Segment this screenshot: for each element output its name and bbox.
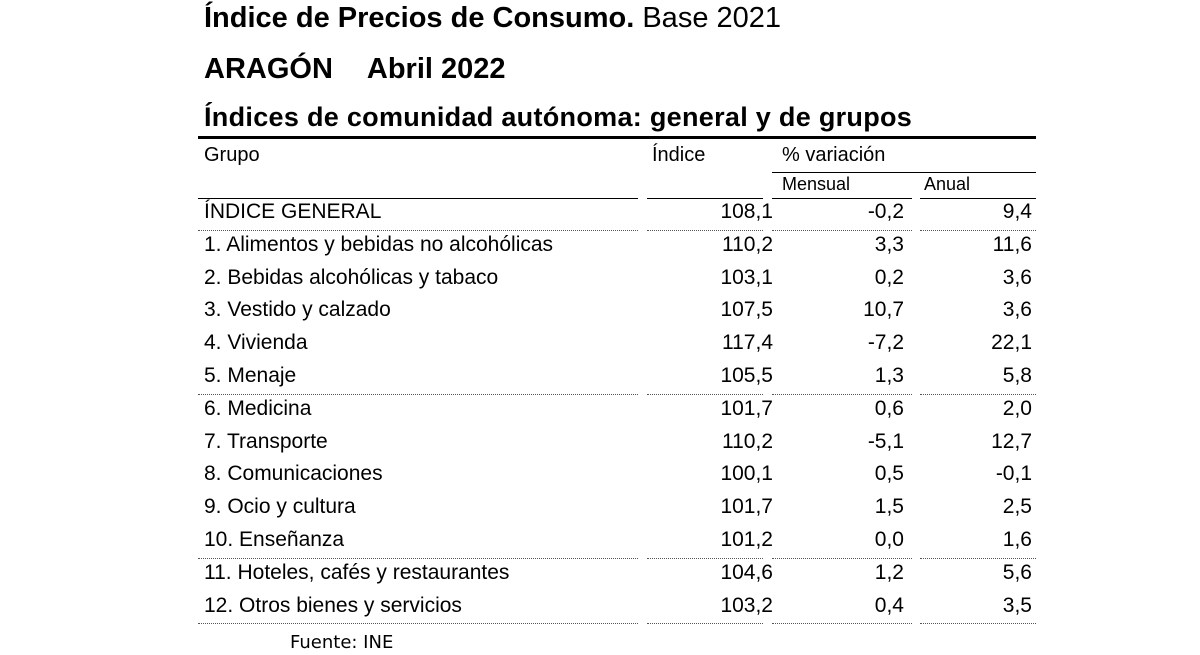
group-name: 8. Comunicaciones <box>204 462 383 486</box>
index-value: 107,5 <box>720 298 773 322</box>
header-annual: Anual <box>924 174 971 194</box>
group-name: ÍNDICE GENERAL <box>204 200 382 223</box>
annual-variation: 22,1 <box>991 331 1032 355</box>
group-name: 1. Alimentos y bebidas no alcohólicas <box>204 232 554 256</box>
group-name: 6. Medicina <box>204 396 312 420</box>
group-name: 3. Vestido y calzado <box>204 298 391 322</box>
annual-variation: 3,5 <box>1002 593 1032 617</box>
monthly-variation: 0,4 <box>874 593 904 617</box>
table-row <box>0 393 1200 425</box>
monthly-variation: 0,0 <box>874 528 904 551</box>
table-row <box>0 262 1200 294</box>
group-name: 9. Ocio y cultura <box>204 495 356 519</box>
monthly-variation: 1,5 <box>874 495 904 519</box>
row-separator <box>647 623 763 624</box>
index-value: 117,4 <box>722 331 773 355</box>
index-value: 103,2 <box>720 593 773 617</box>
annual-variation: 5,8 <box>1002 364 1032 387</box>
index-value: 110,2 <box>722 429 773 453</box>
group-name: 5. Menaje <box>204 364 297 387</box>
index-value: 101,7 <box>720 396 773 420</box>
table-row <box>0 491 1200 523</box>
monthly-variation: -0,2 <box>867 200 904 223</box>
index-value: 110,2 <box>722 232 773 256</box>
monthly-variation: 10,7 <box>863 298 904 322</box>
table-row <box>0 360 1200 392</box>
row-separator <box>198 623 638 624</box>
monthly-variation: 0,2 <box>874 265 904 289</box>
table-row-general <box>0 196 1200 228</box>
header-index: Índice <box>652 144 706 166</box>
index-value: 103,1 <box>720 265 773 289</box>
annual-variation: 12,7 <box>991 429 1032 453</box>
title-main: Índice de Precios de Consumo. <box>204 2 635 34</box>
table-row <box>0 426 1200 458</box>
annual-variation: 3,6 <box>1002 265 1032 289</box>
monthly-variation: 1,3 <box>874 364 904 387</box>
monthly-variation: -7,2 <box>867 331 904 355</box>
monthly-variation: -5,1 <box>867 429 904 453</box>
annual-variation: 2,0 <box>1002 396 1032 420</box>
monthly-variation: 1,2 <box>874 560 904 584</box>
header-variation: % variación <box>782 144 886 166</box>
annual-variation: -0,1 <box>995 462 1032 486</box>
index-value: 101,2 <box>720 528 773 551</box>
header-group: Grupo <box>204 144 260 166</box>
index-value: 104,6 <box>720 560 773 584</box>
table-row <box>0 229 1200 261</box>
region-label: ARAGÓN <box>204 53 333 85</box>
index-value: 100,1 <box>720 462 773 486</box>
row-separator <box>772 623 912 624</box>
source-note: Fuente: INE <box>290 632 394 653</box>
table-subtitle: Índices de comunidad autónoma: general y de grupos <box>204 102 913 132</box>
region-period <box>204 53 506 86</box>
annual-variation: 11,6 <box>992 232 1032 256</box>
group-name: 11. Hoteles, cafés y restaurantes <box>204 560 510 584</box>
group-name: 10. Enseñanza <box>204 528 345 551</box>
table-row <box>0 557 1200 589</box>
monthly-variation: 0,6 <box>874 396 904 420</box>
monthly-variation: 0,5 <box>874 462 904 486</box>
annual-variation: 5,6 <box>1002 560 1032 584</box>
table-row <box>0 590 1200 622</box>
index-value: 105,5 <box>720 364 773 387</box>
group-name: 12. Otros bienes y servicios <box>204 593 462 617</box>
title-base: Base 2021 <box>642 2 782 34</box>
annual-variation: 3,6 <box>1002 298 1032 322</box>
monthly-variation: 3,3 <box>874 232 904 256</box>
group-name: 2. Bebidas alcohólicas y tabaco <box>204 265 499 289</box>
annual-variation: 9,4 <box>1002 200 1032 223</box>
group-name: 4. Vivienda <box>204 331 308 355</box>
group-name: 7. Transporte <box>204 429 328 453</box>
annual-variation: 2,5 <box>1002 495 1032 519</box>
table-row <box>0 327 1200 359</box>
variation-underline <box>772 172 1036 173</box>
table-row <box>0 524 1200 556</box>
table-row <box>0 458 1200 490</box>
table-row <box>0 294 1200 326</box>
row-separator <box>920 623 1036 624</box>
index-value: 101,7 <box>720 495 773 519</box>
header-monthly: Mensual <box>782 174 851 194</box>
top-rule <box>198 136 1036 139</box>
page-title <box>204 2 781 35</box>
period-label: Abril 2022 <box>366 53 506 85</box>
annual-variation: 1,6 <box>1002 528 1032 551</box>
index-value: 108,1 <box>720 200 773 223</box>
